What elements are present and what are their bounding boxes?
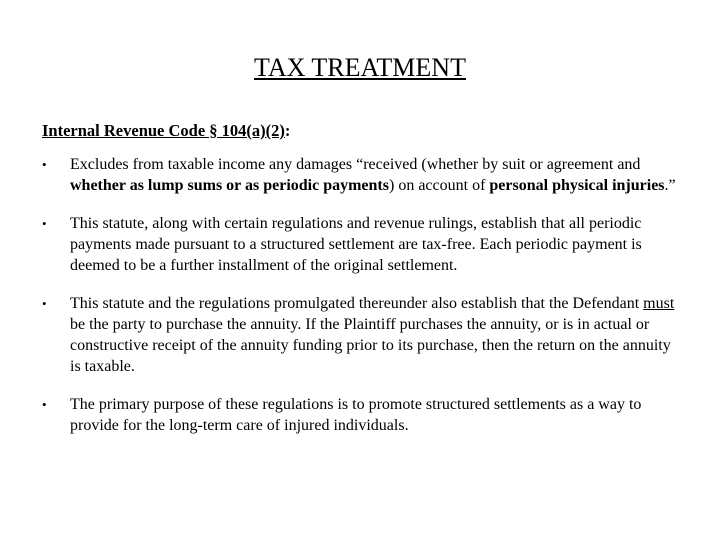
text-segment: This statute and the regulations promulgated thereunder also establish that the Defendant: [70, 295, 644, 312]
bullet-text: This statute, along with certain regulations and revenue rulings, establish that all periodic payments made pursuant to a structured settlement are tax-free. Each periodic payment is deemed to be a further installment of the original settlement.: [70, 215, 642, 274]
text-segment: .”: [664, 177, 676, 194]
text-segment: be the party to purchase the annuity. If the Plaintiff purchases the annuity, or is in actual or constructive receipt of the annuity funding prior to its purchase, then the return on the annuity is taxable.: [70, 316, 671, 375]
bold-phrase-lump-sums: whether as lump sums or as periodic payments: [70, 177, 389, 194]
bullet-item-tax-free: [42, 213, 682, 276]
bullet-text: The primary purpose of these regulations is to promote structured settlements as a way to provide for the long-term care of injured individuals.: [70, 396, 642, 434]
text-segment: Excludes from taxable income any damages “received (whether by suit or agreement and: [70, 156, 641, 173]
bullet-text: [70, 295, 674, 375]
bullet-item-defendant: [42, 293, 682, 377]
bullet-dot: •: [42, 216, 47, 231]
bullet-list: [42, 154, 682, 453]
section-heading-colon: :: [284, 121, 291, 140]
bullet-item-exclusion: [42, 154, 682, 196]
page-title: TAX TREATMENT: [254, 53, 466, 82]
bullet-dot: •: [42, 296, 47, 311]
bullet-text: [70, 156, 676, 194]
section-heading-code: Internal Revenue Code § 104(a)(2): [42, 121, 285, 140]
bullet-item-purpose: [42, 394, 682, 436]
bullet-dot: •: [42, 397, 47, 412]
underlined-word-must: must: [643, 295, 675, 312]
bold-phrase-injuries: personal physical injuries: [489, 177, 665, 194]
bullet-dot: •: [42, 157, 47, 172]
section-heading: [42, 120, 290, 142]
text-segment: ) on account of: [388, 177, 490, 194]
